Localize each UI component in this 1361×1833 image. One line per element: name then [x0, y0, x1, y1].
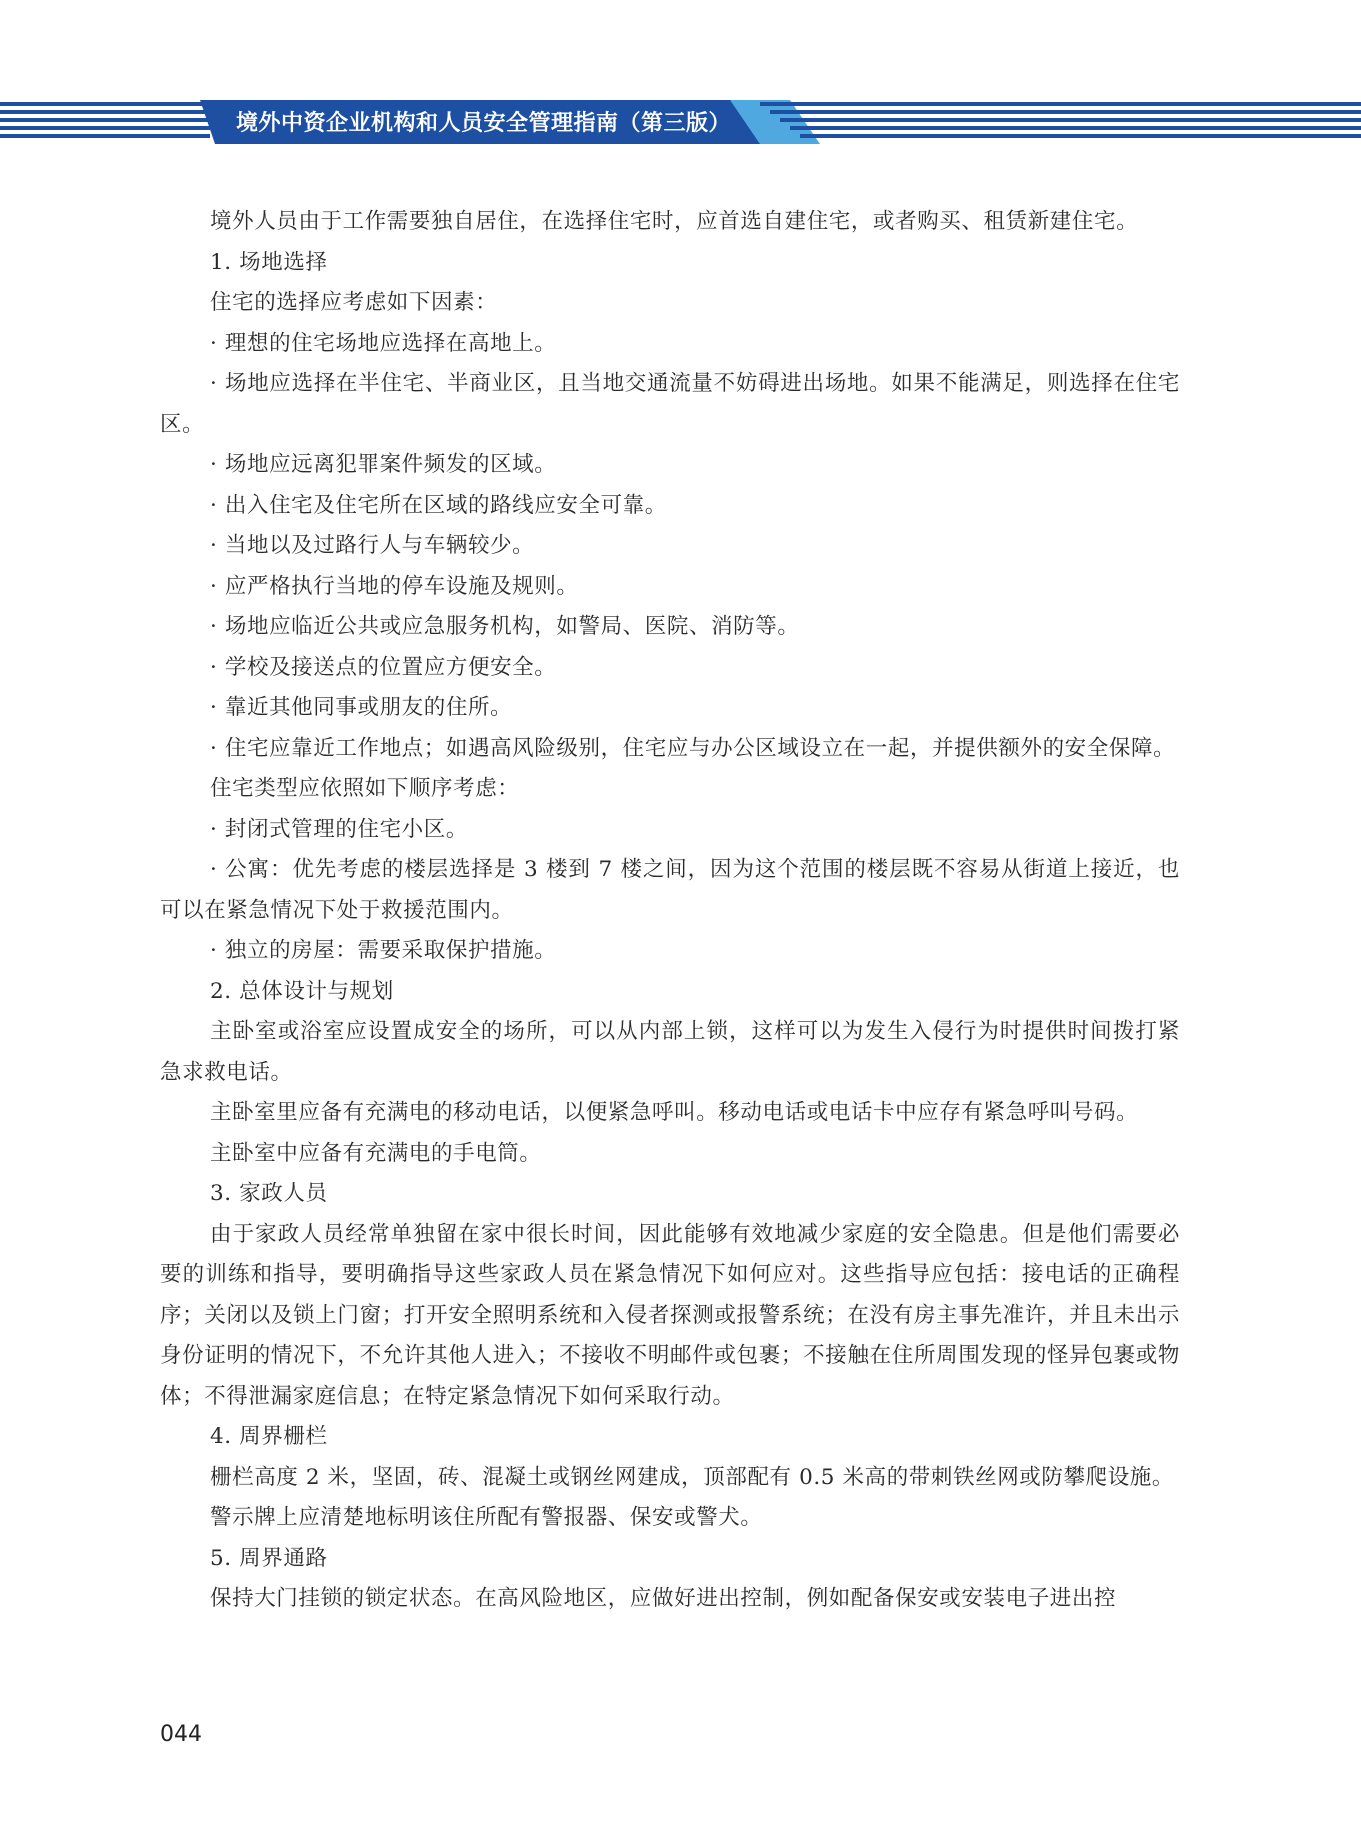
section-heading: 4. 周界栅栏 — [210, 1424, 328, 1449]
page-header-band — [0, 98, 1361, 150]
paragraph: 境外人员由于工作需要独自居住，在选择住宅时，应首选自建住宅，或者购买、租赁新建住宅。 — [210, 209, 1139, 234]
paragraph: 住宅的选择应考虑如下因素： — [210, 290, 498, 315]
section-heading: 2. 总体设计与规划 — [210, 978, 394, 1004]
bullet-item: · 封闭式管理的住宅小区。 — [210, 816, 468, 842]
bullet-item: · 学校及接送点的位置应方便安全。 — [210, 654, 557, 680]
page-number: 044 — [160, 1722, 202, 1747]
bullet-item: · 场地应临近公共或应急服务机构，如警局、医院、消防等。 — [210, 614, 800, 639]
bullet-item: · 靠近其他同事或朋友的住所。 — [210, 695, 513, 720]
bullet-item: · 独立的房屋：需要采取保护措施。 — [210, 938, 557, 963]
paragraph: 主卧室中应备有充满电的手电筒。 — [210, 1140, 542, 1166]
bullet-item: · 应严格执行当地的停车设施及规则。 — [210, 573, 579, 599]
body-text — [160, 202, 1180, 1620]
bullet-item: · 公寓：优先考虑的楼层选择是 3 楼到 7 楼之间，因为这个范围的楼层既不容易从街道上接近，也可以在紧急情况下处于救援范围内。 — [160, 857, 1180, 923]
paragraph: 主卧室或浴室应设置成安全的场所，可以从内部上锁，这样可以为发生入侵行为时提供时间拨打紧急求救电话。 — [160, 1019, 1180, 1085]
bullet-item: · 当地以及过路行人与车辆较少。 — [210, 533, 535, 558]
section-heading: 3. 家政人员 — [210, 1181, 328, 1206]
bullet-item: · 住宅应靠近工作地点；如遇高风险级别，住宅应与办公区域设立在一起，并提供额外的安全保障。 — [210, 735, 1176, 761]
bullet-item: · 场地应远离犯罪案件频发的区域。 — [210, 452, 557, 477]
section-heading: 5. 周界通路 — [210, 1545, 328, 1571]
paragraph: 保持大门挂锁的锁定状态。在高风险地区，应做好进出控制，例如配备保安或安装电子进出控 — [210, 1586, 1117, 1611]
bullet-item: · 出入住宅及住宅所在区域的路线应安全可靠。 — [210, 492, 667, 518]
paragraph: 主卧室里应备有充满电的移动电话，以便紧急呼叫。移动电话或电话卡中应存有紧急呼叫号码。 — [210, 1100, 1139, 1125]
section-heading: 1. 场地选择 — [210, 249, 328, 275]
paragraph: 栅栏高度 2 米，坚固，砖、混凝土或钢丝网建成，顶部配有 0.5 米高的带刺铁丝网或防攀爬设施。 — [210, 1464, 1175, 1490]
bullet-item: · 理想的住宅场地应选择在高地上。 — [210, 330, 557, 356]
header-title: 境外中资企业机构和人员安全管理指南（第三版） — [236, 111, 732, 136]
paragraph: 住宅类型应依照如下顺序考虑： — [210, 776, 520, 801]
paragraph: 警示牌上应清楚地标明该住所配有警报器、保安或警犬。 — [210, 1505, 763, 1530]
bullet-item: · 场地应选择在半住宅、半商业区，且当地交通流量不妨碍进出场地。如果不能满足，则选择在住宅区。 — [160, 371, 1180, 437]
paragraph: 由于家政人员经常单独留在家中很长时间，因此能够有效地减少家庭的安全隐患。但是他们需要必要的训练和指导，要明确指导这些家政人员在紧急情况下如何应对。这些指导应包括：接电话的正确程序；关闭以及锁上门窗；打开安全照明系统和入侵者探测或报警系统；在没有房主事先准许，并且未出示身份证明的情况下，不允许其他人进入；不接收不明邮件或包裹；不接触在住所周围发现的怪异包裹或物体；不得泄漏家庭信息；在特定紧急情况下如何采取行动。 — [160, 1221, 1180, 1409]
